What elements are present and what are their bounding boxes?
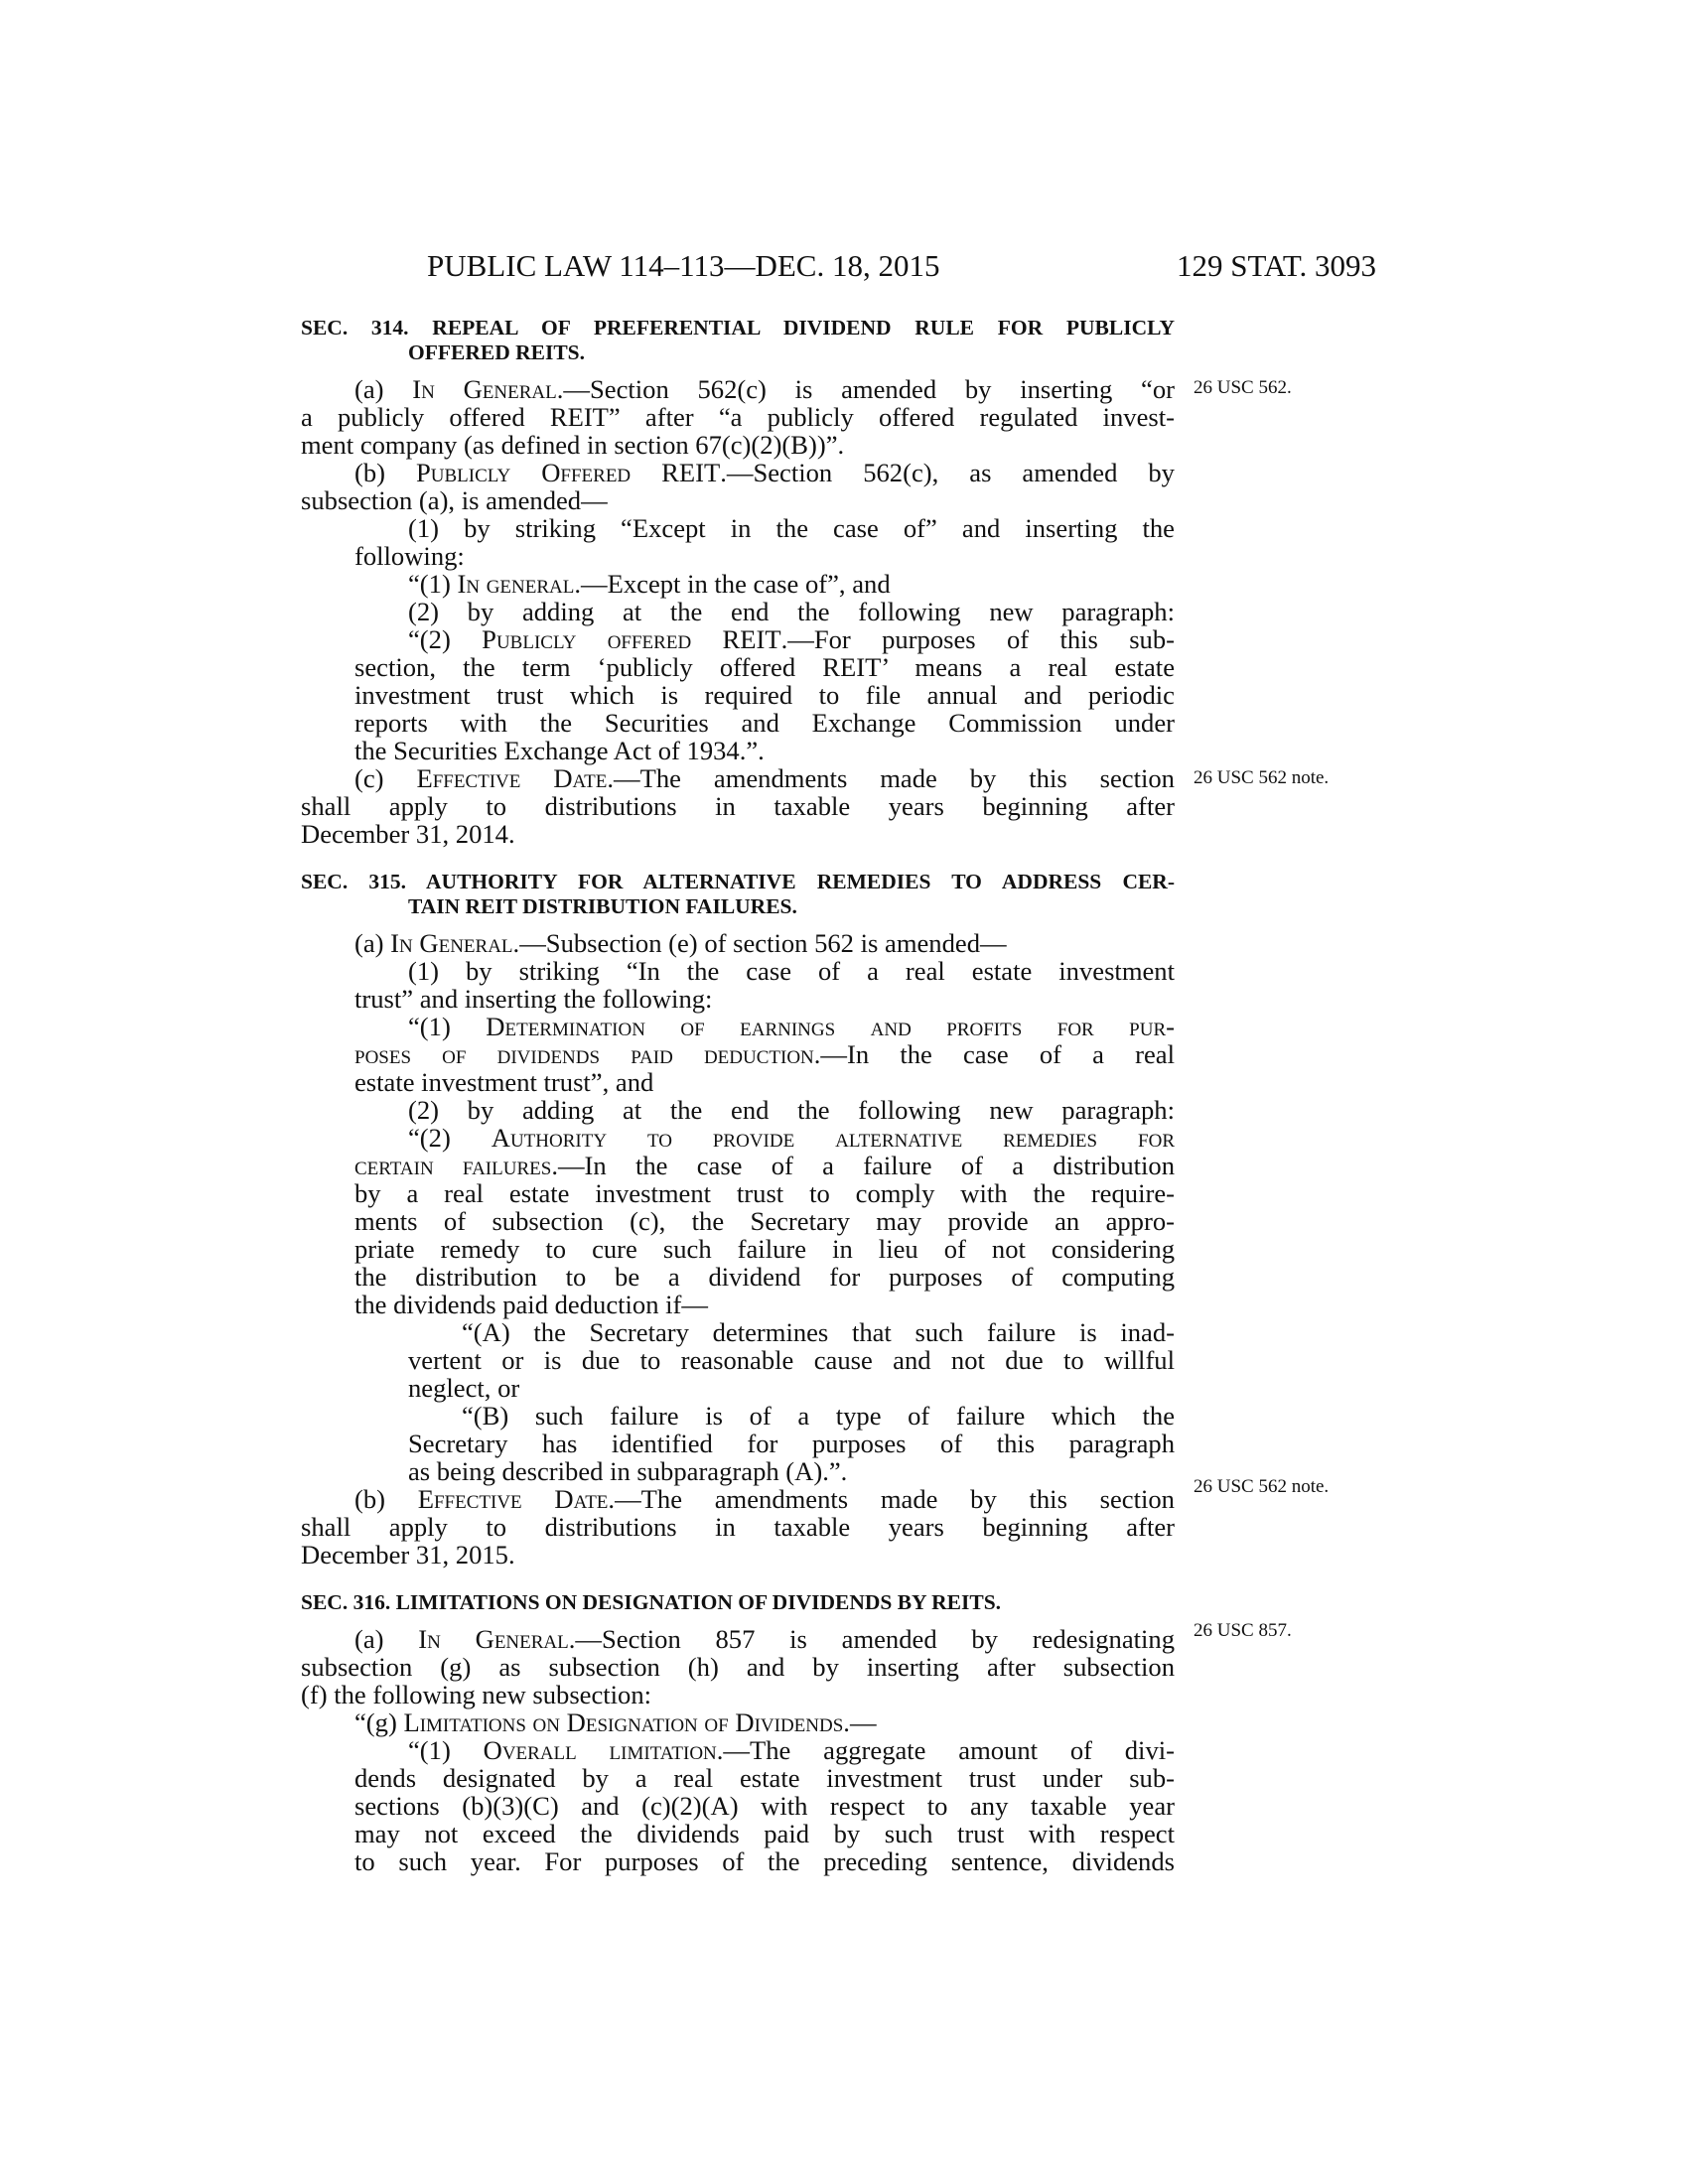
text-line: investment trust which is required to file annual and periodic: [354, 680, 1175, 710]
paragraph-1: (1) by striking “Except in the case of” and inserting the: [408, 513, 1175, 543]
text-line: reports with the Securities and Exchange Commission under: [354, 708, 1175, 738]
quoted-paragraph: “(2) Publicly offered REIT.—For purposes of this sub-: [408, 624, 1176, 654]
text-line: subsection (a), is amended—: [301, 485, 608, 515]
text-line: by a real estate investment trust to comply with the require-: [354, 1178, 1175, 1208]
text-line: following:: [354, 541, 465, 571]
section-heading: SEC. 316. LIMITATIONS ON DESIGNATION OF DIVIDENDS BY REITS.: [301, 1590, 1002, 1614]
margin-note: 26 USC 562 note.: [1194, 1476, 1330, 1497]
text-line: priate remedy to cure such failure in lieu of not considering: [354, 1234, 1175, 1264]
quoted-paragraph: “(1) Overall limitation.—The aggregate amount of divi-: [408, 1735, 1175, 1765]
paragraph-2: (2) by adding at the end the following new paragraph:: [408, 597, 1175, 626]
text-line: poses of dividends paid deduction.—In the case of a real: [354, 1039, 1175, 1069]
text-line: (f) the following new subsection:: [301, 1680, 652, 1709]
subparagraph-A: “(A) the Secretary determines that such failure is inad-: [462, 1317, 1175, 1347]
text-line: section, the term ‘publicly offered REIT’ means a real estate: [354, 652, 1175, 682]
margin-note: 26 USC 562 note.: [1194, 767, 1330, 788]
statute-page-number: 129 STAT. 3093: [1176, 248, 1376, 283]
text-line: ments of subsection (c), the Secretary may provide an appro-: [354, 1206, 1175, 1236]
text-line: dends designated by a real estate investment trust under sub-: [354, 1763, 1175, 1793]
public-law-title: PUBLIC LAW 114–113—DEC. 18, 2015: [427, 248, 940, 283]
text-line: the distribution to be a dividend for purposes of computing: [354, 1262, 1175, 1292]
text-line: certain failures.—In the case of a failure of a distribution: [354, 1151, 1175, 1180]
text-line: December 31, 2015.: [301, 1540, 515, 1570]
subsection-b: (b) Effective Date.—The amendments made by this section: [354, 1484, 1175, 1514]
margin-note: 26 USC 857.: [1194, 1620, 1292, 1641]
text-line: estate investment trust”, and: [354, 1067, 654, 1097]
document-body: [301, 316, 1175, 1875]
quoted-paragraph: “(1) Determination of earnings and profits for pur-: [408, 1012, 1175, 1041]
subsection-a: (a) In General.—Section 562(c) is amended by inserting “or: [354, 374, 1175, 404]
text-line: a publicly offered REIT” after “a publicly offered regulated invest-: [301, 402, 1175, 432]
section-heading: SEC. 314. REPEAL OF PREFERENTIAL DIVIDEND RULE FOR PUBLICLY: [301, 316, 1175, 340]
text-line: the Securities Exchange Act of 1934.”.: [354, 736, 765, 765]
text-line: Secretary has identified for purposes of this paragraph: [408, 1429, 1175, 1458]
subsection-c: (c) Effective Date.—The amendments made by this section: [354, 763, 1175, 793]
text-line: as being described in subparagraph (A).”.: [408, 1456, 848, 1486]
text-line: vertent or is due to reasonable cause and not due to willful: [408, 1345, 1175, 1375]
text-line: sections (b)(3)(C) and (c)(2)(A) with respect to any taxable year: [354, 1791, 1175, 1821]
quoted-paragraph: “(2) Authority to provide alternative remedies for: [408, 1123, 1175, 1153]
section-heading-cont: TAIN REIT DISTRIBUTION FAILURES.: [408, 894, 797, 918]
page-header: [298, 246, 1376, 286]
quoted-subsection-g: “(g) Limitations on Designation of Dividends.—: [354, 1707, 877, 1737]
quoted-paragraph: “(1) In general.—Except in the case of”, and: [408, 569, 891, 599]
section-heading: SEC. 315. AUTHORITY FOR ALTERNATIVE REMEDIES TO ADDRESS CER-: [301, 870, 1175, 893]
subparagraph-B: “(B) such failure is of a type of failure which the: [462, 1401, 1175, 1431]
paragraph-2: (2) by adding at the end the following new paragraph:: [408, 1095, 1175, 1125]
section-heading-cont: OFFERED REITS.: [408, 341, 586, 364]
text-line: trust” and inserting the following:: [354, 984, 713, 1014]
text-line: the dividends paid deduction if—: [354, 1290, 708, 1319]
text-line: shall apply to distributions in taxable years beginning after: [301, 791, 1175, 821]
text-line: may not exceed the dividends paid by such trust with respect: [354, 1819, 1175, 1848]
text-line: subsection (g) as subsection (h) and by inserting after subsection: [301, 1652, 1175, 1682]
paragraph-1: (1) by striking “In the case of a real estate investment: [408, 956, 1175, 986]
text-line: neglect, or: [408, 1373, 520, 1403]
margin-note: 26 USC 562.: [1194, 377, 1292, 398]
subsection-b: (b) Publicly Offered REIT.—Section 562(c), as amended by: [354, 458, 1175, 487]
subsection-a: (a) In General.—Subsection (e) of section 562 is amended—: [354, 928, 1007, 958]
text-line: to such year. For purposes of the preceding sentence, dividends: [354, 1846, 1175, 1876]
text-line: December 31, 2014.: [301, 819, 515, 849]
text-line: shall apply to distributions in taxable years beginning after: [301, 1512, 1175, 1542]
text-line: ment company (as defined in section 67(c)(2)(B))”.: [301, 430, 845, 460]
subsection-a: (a) In General.—Section 857 is amended by redesignating: [354, 1624, 1175, 1654]
